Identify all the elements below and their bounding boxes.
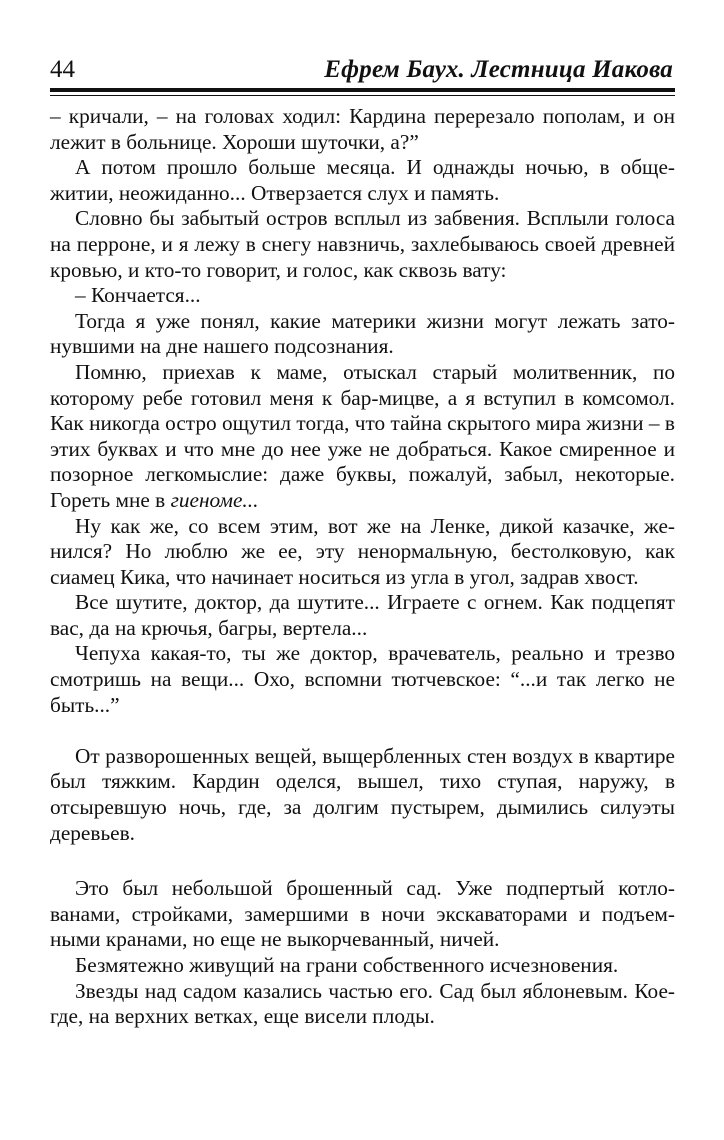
- paragraph-10: От разворошенных вещей, выщербленных стен воздух в квартире был тяжким. Кардин оделся, вышел, тихо ступая, наружу, в отсыревшую ночь, где, за долгим пустырем, дымились силуэты деревьев.: [50, 743, 675, 845]
- paragraph-1: – кричали, – на головах ходил: Кардина перерезало пополам, и он лежит в больнице. Хороши шуточки, а?”: [50, 104, 675, 154]
- paragraph-6-text: Помню, приехав к маме, отыскал старый молитвенник, по которому ребе готовил меня к бар-мицве, а я вступил в комсомол. Как никогда остро ощутил тогда, что тайна скрытого мира жизни – в этих буквах и что мне до нее уже не добраться. Какое смиренное и позорное легкомыслие: даже буквы, пожалуй, забыл, некоторые. Гореть мне в: [50, 359, 675, 512]
- paragraph-11: Это был небольшой брошенный сад. Уже подпертый котлованами, стройками, замершими в ночи экскаваторами и подъемными кранами, но еще не выкорчеванный, ничей.: [50, 876, 675, 952]
- running-head: [50, 52, 675, 88]
- paragraph-12: Безмятежно живущий на грани собственного исчезновения.: [75, 953, 619, 977]
- body-text: [50, 104, 675, 1030]
- paragraph-6-italic: гиеноме...: [170, 487, 259, 512]
- header-rule-thick: [50, 88, 675, 92]
- paragraph-7: Ну как же, со всем этим, вот же на Ленке, дикой казачке, женился? Но люблю же ее, эту ненормальную, бестолковую, как сиамец Кика, что начинает носиться из угла в угол, задрав хвост.: [50, 513, 675, 589]
- paragraph-9: Чепуха какая-то, ты же доктор, врачеватель, реально и трезво смотришь на вещи... Охо, вспомни тютчевское: “...и так легко не быть...”: [50, 641, 675, 717]
- header-rule-thin: [50, 95, 675, 96]
- paragraph-6: [50, 360, 675, 514]
- paragraph-3: Словно бы забытый остров всплыл из забвения. Всплыли голоса на перроне, и я лежу в снегу навзничь, захлебываюсь своей древней кровью, и кто-то говорит, и голос, как сквозь вату:: [50, 206, 675, 282]
- book-page: [50, 52, 675, 1030]
- paragraph-4: – Кончается...: [75, 283, 201, 308]
- page-number: 44: [50, 56, 75, 83]
- paragraph-2: А потом прошло больше месяца. И однажды ночью, в общежитии, неожиданно... Отверзается слух и память.: [50, 155, 675, 205]
- paragraph-5: Тогда я уже понял, какие материки жизни могут лежать затонувшими на дне нашего подсознания.: [50, 308, 675, 359]
- running-head-title: Ефрем Баух. Лестница Иакова: [324, 56, 673, 83]
- paragraph-8: Все шутите, доктор, да шутите... Играете с огнем. Как подцепят вас, да на крючья, багры, вертела...: [50, 590, 675, 640]
- paragraph-13: Звезды над садом казались частью его. Сад был яблоневым. Кое-где, на верхних ветках, еще висели плоды.: [50, 978, 675, 1029]
